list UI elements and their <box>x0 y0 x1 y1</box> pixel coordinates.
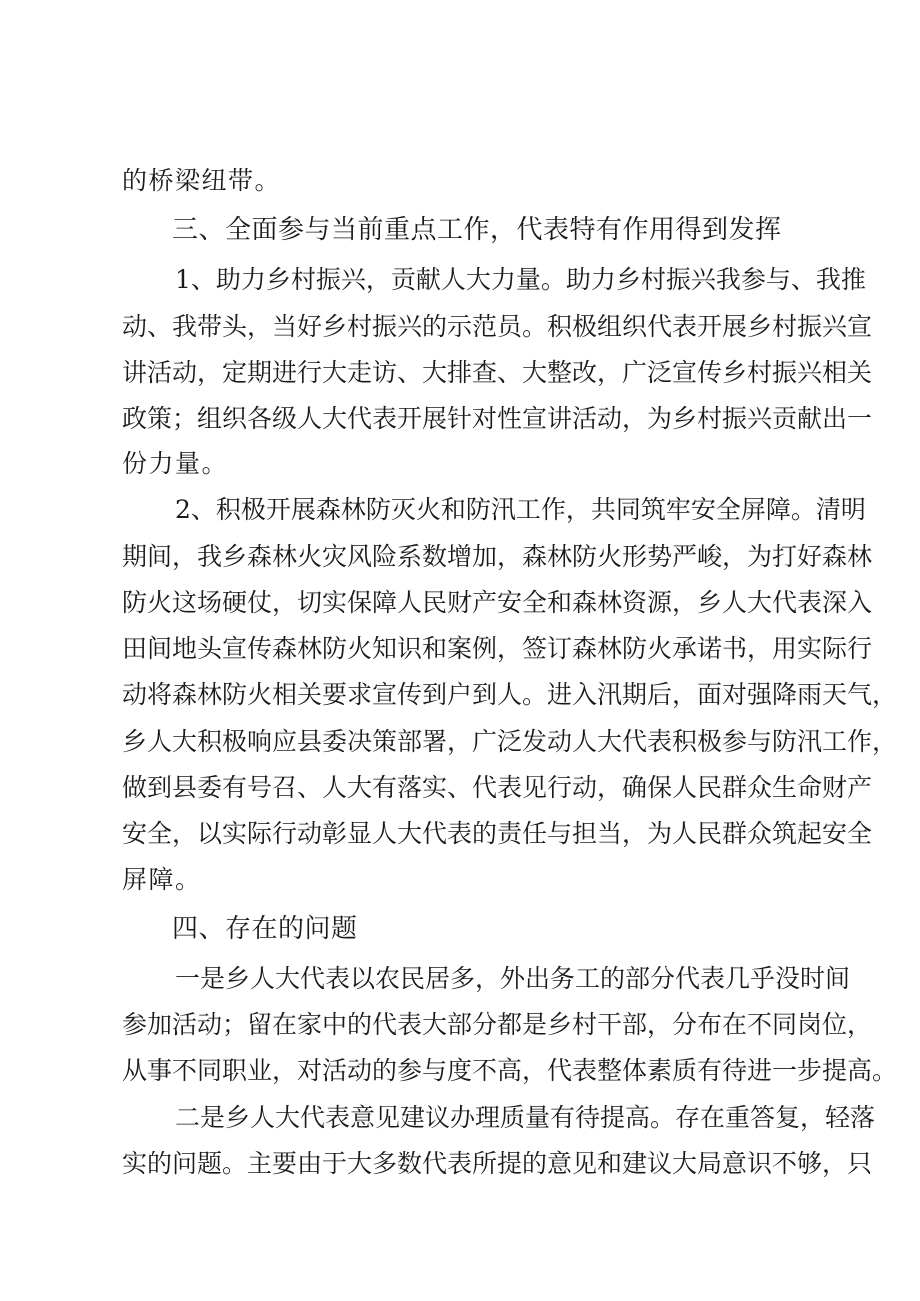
body-text-line: 讲活动，定期进行大走访、大排查、大整改，广泛宣传乡村振兴相关 <box>122 358 873 387</box>
body-text-line: 参加活动；留在家中的代表大部分都是乡村干部，分布在不同岗位， <box>122 1010 873 1039</box>
body-text-line: 防火这场硬仗，切实保障人民财产安全和森林资源，乡人大代表深入 <box>122 588 873 617</box>
body-text-line: 安全，以实际行动彰显人大代表的责任与担当，为人民群众筑起安全 <box>122 819 873 848</box>
body-text-line: 动将森林防火相关要求宣传到户到人。进入汛期后，面对强降雨天气， <box>122 680 898 709</box>
body-text-line: 田间地头宣传森林防火知识和案例，签订森林防火承诺书，用实际行 <box>122 634 873 663</box>
body-text-line: 一是乡人大代表以农民居多，外出务工的部分代表几乎没时间 <box>175 964 851 993</box>
body-text-line: 2、积极开展森林防灭火和防汛工作，共同筑牢安全屏障。清明 <box>175 495 866 524</box>
body-text-line: 乡人大积极响应县委决策部署，广泛发动人大代表积极参与防汛工作， <box>122 727 898 756</box>
body-text-line: 期间，我乡森林火灾风险系数增加，森林防火形势严峻，为打好森林 <box>122 542 873 571</box>
body-text-line: 屏障。 <box>122 865 202 894</box>
body-text-line: 政策；组织各级人大代表开展针对性宣讲活动，为乡村振兴贡献出一 <box>122 404 873 433</box>
body-text-line: 1、助力乡村振兴，贡献人大力量。助力乡村振兴我参与、我推 <box>175 265 866 294</box>
section-heading-4: 四、存在的问题 <box>172 914 358 944</box>
body-text-line: 动、我带头，当好乡村振兴的示范员。积极组织代表开展乡村振兴宣 <box>122 312 873 341</box>
body-text-line: 实的问题。主要由于大多数代表所提的意见和建议大局意识不够，只 <box>122 1149 873 1178</box>
body-text-line: 份力量。 <box>122 449 229 478</box>
body-text-line: 二是乡人大代表意见建议办理质量有待提高。存在重答复，轻落 <box>175 1103 876 1132</box>
body-text-line: 从事不同职业，对活动的参与度不高，代表整体素质有待进一步提高。 <box>122 1056 898 1085</box>
body-text-line: 的桥梁纽带。 <box>122 166 282 195</box>
body-text-line: 做到县委有号召、人大有落实、代表见行动，确保人民群众生命财产 <box>122 773 873 802</box>
section-heading-3: 三、全面参与当前重点工作，代表特有作用得到发挥 <box>172 215 782 245</box>
